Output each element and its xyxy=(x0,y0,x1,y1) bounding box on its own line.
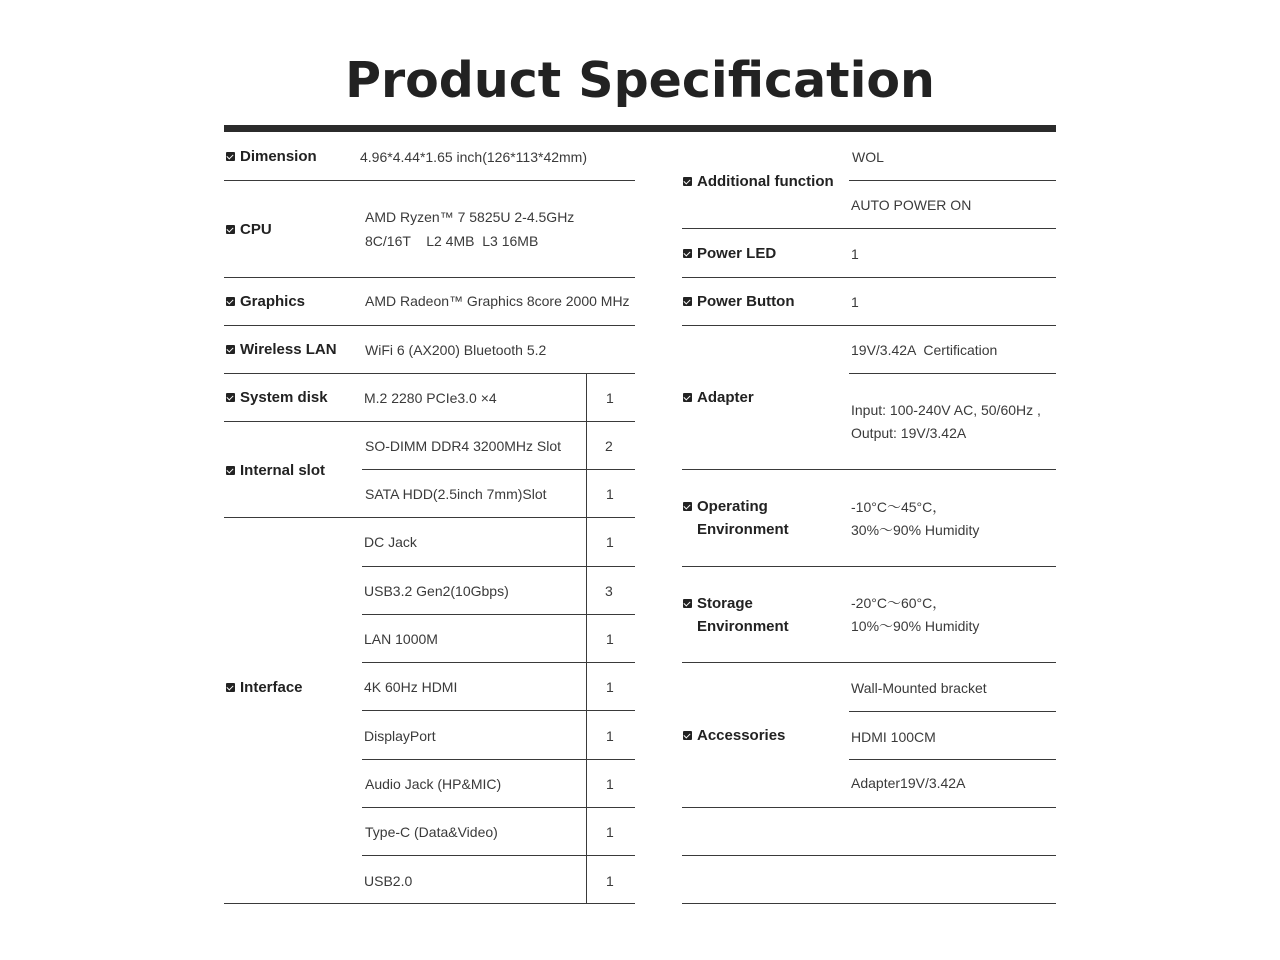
divider xyxy=(224,325,635,326)
qty-system-disk: 1 xyxy=(606,390,614,406)
divider xyxy=(224,903,635,904)
spec-label-system-disk: System disk xyxy=(226,386,328,409)
spec-label-cpu: CPU xyxy=(226,218,272,241)
checkbox-icon xyxy=(226,393,235,402)
list-item: Type-C (Data&Video) xyxy=(365,824,498,840)
spec-value-adapter-cert: 19V/3.42A Certification xyxy=(851,342,998,358)
qty: 1 xyxy=(606,776,614,792)
list-item: WOL xyxy=(852,149,884,165)
divider xyxy=(849,373,1056,374)
spec-label-operating-environment: Operating Environment xyxy=(683,495,789,541)
checkbox-icon xyxy=(683,297,692,306)
spec-value-operating-humidity: 30%～90% Humidity xyxy=(851,522,980,538)
divider xyxy=(682,903,1056,904)
checkbox-icon xyxy=(226,466,235,475)
divider xyxy=(682,566,1056,567)
spec-label-internal-slot: Internal slot xyxy=(226,459,325,482)
divider xyxy=(362,855,635,856)
list-item: USB3.2 Gen2(10Gbps) xyxy=(364,583,509,599)
divider xyxy=(682,662,1056,663)
divider xyxy=(682,807,1056,808)
checkbox-icon xyxy=(226,225,235,234)
spec-value-graphics: AMD Radeon™ Graphics 8core 2000 MHz xyxy=(365,293,630,309)
spec-value-storage-temp: -20°C～60°C， xyxy=(851,595,947,611)
qty-column-separator xyxy=(586,373,587,904)
list-item: Wall-Mounted bracket xyxy=(851,680,987,696)
divider xyxy=(224,517,635,518)
divider xyxy=(362,759,635,760)
divider xyxy=(362,662,635,663)
spec-value-adapter-output: Output: 19V/3.42A xyxy=(851,425,967,441)
divider xyxy=(682,469,1056,470)
qty: 1 xyxy=(606,873,614,889)
list-item: Adapter19V/3.42A xyxy=(851,775,966,791)
list-item: SO-DIMM DDR4 3200MHz Slot xyxy=(365,438,562,454)
divider xyxy=(224,180,635,181)
list-item: HDMI 100CM xyxy=(851,729,936,745)
spec-value-cpu-line1: AMD Ryzen™ 7 5825U 2-4.5GHz xyxy=(365,209,575,225)
spec-label-adapter: Adapter xyxy=(683,386,754,409)
divider xyxy=(362,566,635,567)
qty: 2 xyxy=(605,438,613,454)
spec-value-dimension: 4.96*4.44*1.65 inch(126*113*42mm) xyxy=(360,149,588,165)
checkbox-icon xyxy=(683,249,692,258)
checkbox-icon xyxy=(226,345,235,354)
title-underline xyxy=(224,125,1056,132)
divider xyxy=(849,180,1056,181)
spec-value-wireless: WiFi 6 (AX200) Bluetooth 5.2 xyxy=(365,342,547,358)
divider xyxy=(224,373,635,374)
qty: 1 xyxy=(606,679,614,695)
spec-value-system-disk: M.2 2280 PCIe3.0 ×4 xyxy=(364,390,497,406)
spec-value-cpu-line2: 8C/16T L2 4MB L3 16MB xyxy=(365,233,539,249)
qty: 1 xyxy=(606,534,614,550)
checkbox-icon xyxy=(683,177,692,186)
checkbox-icon xyxy=(683,393,692,402)
checkbox-icon xyxy=(683,502,692,511)
list-item: LAN 1000M xyxy=(364,631,438,647)
divider xyxy=(682,325,1056,326)
list-item: DC Jack xyxy=(364,534,417,550)
list-item: USB2.0 xyxy=(364,873,413,889)
qty: 1 xyxy=(606,728,614,744)
spec-label-storage-environment: Storage Environment xyxy=(683,592,789,638)
spec-label-additional-function: Additional function xyxy=(683,170,834,193)
checkbox-icon xyxy=(683,599,692,608)
spec-label-interface: Interface xyxy=(226,676,303,699)
page-title: Product Specification xyxy=(345,52,935,109)
checkbox-icon xyxy=(226,683,235,692)
divider xyxy=(682,277,1056,278)
qty: 1 xyxy=(606,631,614,647)
list-item: SATA HDD(2.5inch 7mm)Slot xyxy=(365,486,547,502)
divider xyxy=(224,277,635,278)
spec-value-operating-temp: -10°C～45°C， xyxy=(851,499,947,515)
list-item: AUTO POWER ON xyxy=(851,197,972,213)
list-item: Audio Jack (HP&MIC) xyxy=(365,776,502,792)
spec-label-power-button: Power Button xyxy=(683,290,795,313)
checkbox-icon xyxy=(226,152,235,161)
divider xyxy=(362,807,635,808)
spec-value-power-button: 1 xyxy=(851,294,859,310)
spec-label-power-led: Power LED xyxy=(683,242,776,265)
list-item: 4K 60Hz HDMI xyxy=(364,679,458,695)
spec-label-wireless: Wireless LAN xyxy=(226,338,337,361)
spec-value-power-led: 1 xyxy=(851,246,859,262)
divider xyxy=(682,855,1056,856)
spec-label-dimension: Dimension xyxy=(226,145,317,168)
spec-value-storage-humidity: 10%～90% Humidity xyxy=(851,618,980,634)
spec-value-adapter-input: Input: 100-240V AC, 50/60Hz , xyxy=(851,402,1041,418)
qty: 1 xyxy=(606,824,614,840)
checkbox-icon xyxy=(683,731,692,740)
list-item: DisplayPort xyxy=(364,728,436,744)
divider xyxy=(849,711,1056,712)
spec-label-graphics: Graphics xyxy=(226,290,305,313)
spec-label-accessories: Accessories xyxy=(683,724,785,747)
divider xyxy=(682,228,1056,229)
divider xyxy=(224,421,635,422)
qty: 3 xyxy=(605,583,613,599)
checkbox-icon xyxy=(226,297,235,306)
divider xyxy=(849,759,1056,760)
divider xyxy=(362,469,635,470)
qty: 1 xyxy=(606,486,614,502)
divider xyxy=(362,614,635,615)
divider xyxy=(362,710,635,711)
